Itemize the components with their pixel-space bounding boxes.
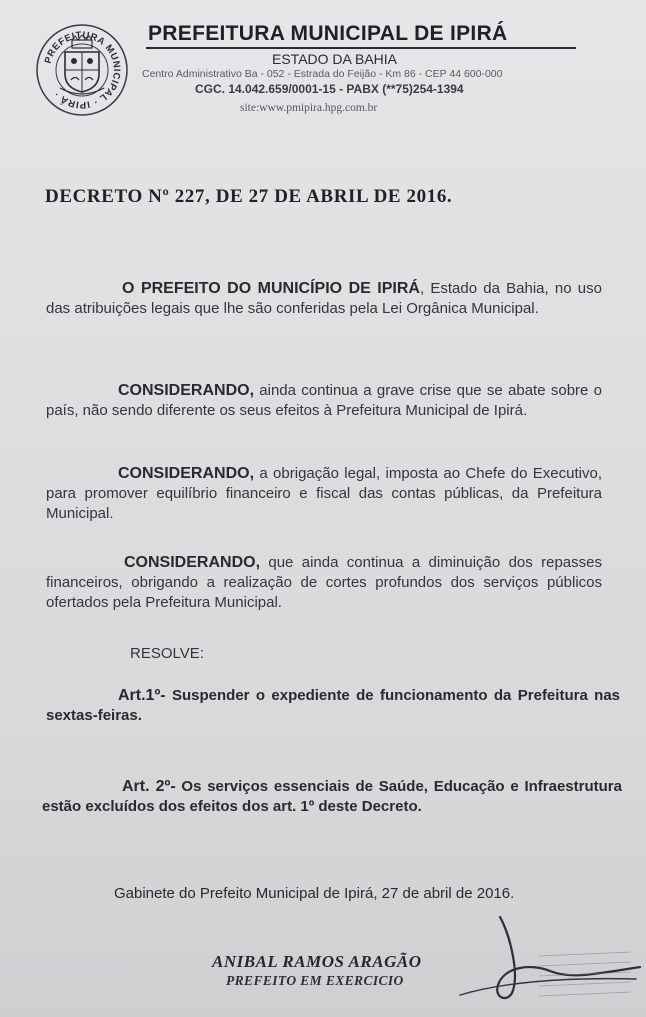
considering-lead-2: CONSIDERANDO, [118, 465, 255, 482]
considering-paragraph-1 [46, 381, 602, 421]
closing-paragraph: Gabinete do Prefeito Municipal de Ipirá, 27 de abril de 2016. [114, 885, 515, 902]
article-1 [46, 686, 620, 726]
article-2 [42, 777, 622, 817]
considering-lead-3: CONSIDERANDO, [124, 554, 261, 571]
considering-paragraph-2 [46, 464, 602, 524]
header-rule [146, 47, 576, 49]
svg-text:PREFEITURA MUNICIPAL · IPIRÁ ·: PREFEITURA MUNICIPAL · IPIRÁ · [42, 29, 123, 111]
intro-text: , Estado da Bahia, no uso das atribuições legais que lhe são conferidas pela Lei Orgânica Municipal. [46, 280, 602, 317]
article-2-lead: Art. 2º- [122, 778, 176, 795]
signatory-role: PREFEITO EM EXERCICIO [226, 973, 404, 988]
official-stamp-icon [535, 948, 635, 1008]
header-title: PREFEITURA MUNICIPAL DE IPIRÁ [148, 22, 508, 45]
considering-paragraph-3 [46, 553, 602, 613]
article-2-text: Os serviços essenciais de Saúde, Educação e Infraestrutura estão excluídos dos efeitos dos art. 1º deste Decreto. [42, 778, 622, 815]
resolve-heading: RESOLVE: [130, 645, 204, 662]
header-address: Centro Administrativo Ba - 052 - Estrada do Feijão - Km 86 - CEP 44 600-000 [142, 68, 503, 80]
header-cgc: CGC. 14.042.659/0001-15 - PABX (**75)254-1394 [195, 82, 464, 96]
municipal-seal-icon [34, 22, 130, 118]
considering-text-2: a obrigação legal, imposta ao Chefe do Executivo, para promover equilíbrio financeiro e fiscal das contas públicas, da Prefeitura Municipal. [46, 465, 602, 522]
signatory-name: ANIBAL RAMOS ARAGÃO [212, 952, 422, 971]
intro-lead: O PREFEITO DO MUNICÍPIO DE IPIRÁ [122, 280, 420, 297]
header-state: ESTADO DA BAHIA [272, 51, 397, 67]
article-1-text: Suspender o expediente de funcionamento da Prefeitura nas sextas-feiras. [46, 687, 620, 724]
intro-paragraph [46, 279, 602, 319]
considering-text-3: que ainda continua a diminuição dos repasses financeiros, obrigando a realização de cortes profundos dos serviços públicos ofertados pela Prefeitura Municipal. [46, 554, 602, 611]
considering-lead-1: CONSIDERANDO, [118, 382, 255, 399]
considering-text-1: ainda continua a grave crise que se abate sobre o país, não sendo diferente os seus efeitos à Prefeitura Municipal de Ipirá. [46, 382, 602, 419]
article-1-lead: Art.1º- [118, 687, 166, 704]
decree-title: DECRETO Nº 227, DE 27 DE ABRIL DE 2016. [45, 186, 453, 207]
header-site: site:www.pmipira.hpg.com.br [240, 102, 378, 114]
